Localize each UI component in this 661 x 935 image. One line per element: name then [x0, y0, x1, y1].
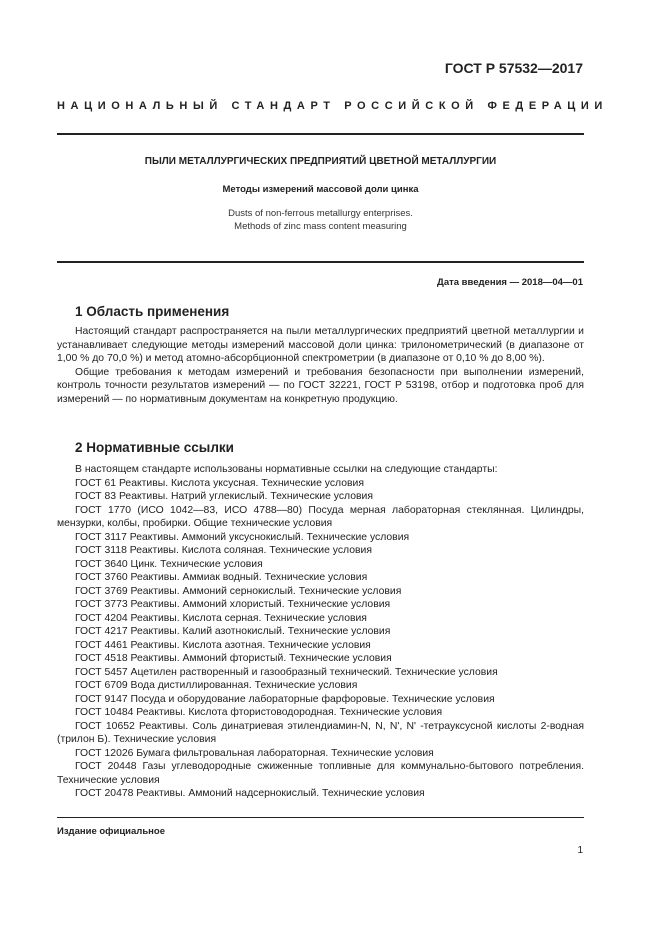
reference-item: ГОСТ 61 Реактивы. Кислота уксусная. Технические условия [75, 477, 364, 489]
reference-item: ГОСТ 83 Реактивы. Натрий углекислый. Технические условия [75, 491, 373, 502]
introduction-date: Дата введения — 2018—04—01 [437, 277, 583, 288]
document-code: ГОСТ Р 57532—2017 [444, 60, 583, 76]
reference-item: ГОСТ 20448 Газы углеводородные сжиженные топливные для коммунально-бытового потребления. Технические условия [57, 761, 584, 786]
reference-item: ГОСТ 5457 Ацетилен растворенный и газообразный технический. Технические условия [75, 666, 498, 678]
footer-divider [57, 817, 584, 818]
english-title [57, 208, 584, 233]
reference-item: ГОСТ 3769 Реактивы. Аммоний сернокислый. Технические условия [75, 585, 402, 597]
english-title-line: Methods of zinc mass content measuring [234, 220, 407, 232]
page-number: 1 [577, 845, 583, 856]
reference-item: ГОСТ 10652 Реактивы. Соль динатриевая этилендиамин-N, N, N', N' -тетрауксусной кислоты 2-водная (трилон Б). Технические условия [57, 720, 584, 745]
document-title: ПЫЛИ МЕТАЛЛУРГИЧЕСКИХ ПРЕДПРИЯТИЙ ЦВЕТНОЙ МЕТАЛЛУРГИИ [144, 156, 497, 167]
reference-item: ГОСТ 10484 Реактивы. Кислота фтористоводородная. Технические условия [75, 707, 443, 718]
paragraph: Общие требования к методам измерений и требования безопасности при выполнении измерений, контроль точности результатов измерений — по ГОСТ 32221, ГОСТ Р 53198, отбор и подготовка проб для измерений — по нормативным документам на конкретную продукцию. [57, 366, 584, 405]
section-2-body [57, 463, 584, 801]
reference-item: ГОСТ 4217 Реактивы. Калий азотнокислый. Технические условия [75, 626, 391, 637]
title-divider [57, 261, 584, 263]
reference-item: ГОСТ 3640 Цинк. Технические условия [75, 558, 263, 570]
section-2-heading: 2 Нормативные ссылки [75, 440, 234, 455]
section-1-body [57, 325, 584, 406]
reference-item: ГОСТ 6709 Вода дистиллированная. Технические условия [75, 680, 358, 691]
reference-item: ГОСТ 3117 Реактивы. Аммоний уксуснокислый. Технические условия [75, 531, 410, 543]
references-intro: В настоящем стандарте использованы нормативные ссылки на следующие стандарты: [75, 464, 498, 475]
reference-item: ГОСТ 1770 (ИСО 1042—83, ИСО 4788—80) Посуда мерная лабораторная стеклянная. Цилиндры, мензурки, колбы, пробирки. Общие технические условия [57, 504, 584, 529]
reference-item: ГОСТ 9147 Посуда и оборудование лабораторные фарфоровые. Технические условия [75, 693, 495, 705]
reference-item: ГОСТ 4204 Реактивы. Кислота серная. Технические условия [75, 612, 367, 624]
document-subtitle: Методы измерений массовой доли цинка [222, 184, 419, 195]
reference-item: ГОСТ 3773 Реактивы. Аммоний хлористый. Технические условия [75, 599, 391, 610]
reference-item: ГОСТ 4518 Реактивы. Аммоний фтористый. Технические условия [75, 653, 392, 664]
english-title-line: Dusts of non-ferrous metallurgy enterprises. [228, 208, 413, 219]
section-1-heading: 1 Область применения [75, 304, 230, 319]
edition-label: Издание официальное [57, 826, 165, 837]
top-divider [57, 133, 584, 135]
reference-item: ГОСТ 3118 Реактивы. Кислота соляная. Технические условия [75, 545, 372, 556]
national-standard-banner: НАЦИОНАЛЬНЫЙ СТАНДАРТ РОССИЙСКОЙ ФЕДЕРАЦИИ [57, 100, 608, 112]
reference-item: ГОСТ 4461 Реактивы. Кислота азотная. Технические условия [75, 639, 371, 651]
paragraph: Настоящий стандарт распространяется на пыли металлургических предприятий цветной металлургии и устанавливает следующие методы измерений массовой доли цинка: трилонометрический (в диапазоне от 1,00 % до 70,0 %) и метод атомно-абсорбционной спектрометрии (в диапазоне от 0,10 % до 8,00 %). [57, 326, 584, 364]
references-list [57, 477, 584, 801]
reference-item: ГОСТ 3760 Реактивы. Аммиак водный. Технические условия [75, 572, 368, 583]
reference-item: ГОСТ 20478 Реактивы. Аммоний надсернокислый. Технические условия [75, 788, 425, 799]
reference-item: ГОСТ 12026 Бумага фильтровальная лабораторная. Технические условия [75, 747, 434, 759]
